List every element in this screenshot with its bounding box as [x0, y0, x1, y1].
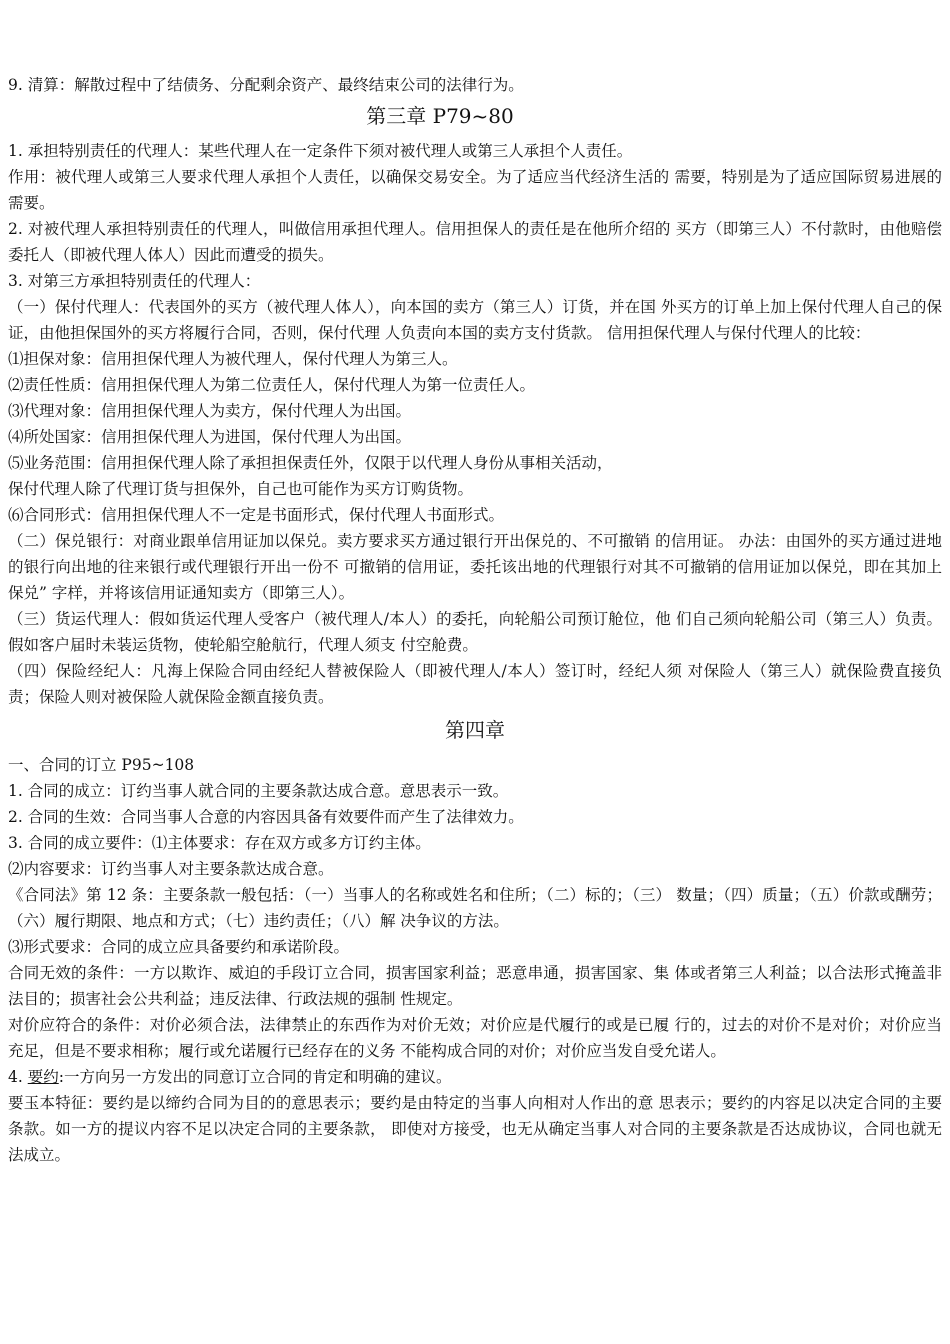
paragraph: 2. 对被代理人承担特别责任的代理人，叫做信用承担代理人。信用担保人的责任是在他所介绍的 买方（即第三人）不付款时，由他赔偿委托人（即被代理人体人）因此而遭受的损失。: [8, 220, 942, 264]
paragraph: 2. 合同的生效：合同当事人合意的内容因具备有效要件而产生了法律效力。: [8, 808, 524, 826]
offer-term: 要约: [27, 1068, 59, 1086]
paragraph: 3. 对第三方承担特别责任的代理人：: [8, 272, 261, 290]
list-item: ⑹合同形式：信用担保代理人不一定是书面形式，保付代理人书面形式。: [8, 506, 505, 524]
paragraph-offer-features: 要玉本特征：要约是以缔约合同为目的的意思表示；要约是由特定的当事人向相对人作出的意 思表示；要约的内容足以决定合同的主要条款。如一方的提议内容不足以决定合同的主要条款， 即使对方接受，也无从确定当事人对合同的主要条款是否达成协议，合同也就无法成立。: [8, 1094, 942, 1164]
document-page: [8, 72, 942, 1168]
paragraph: 合同无效的条件：一方以欺诈、威迫的手段订立合同，损害国家利益；恶意串通，损害国家、集 体或者第三人利益；以合法形式掩盖非法目的；损害社会公共利益；违反法律、行政法规的强制 性规定。: [8, 964, 942, 1008]
offer-definition: :一方向另一方发出的同意订立合同的肯定和明确的建议。: [58, 1068, 452, 1086]
list-item: ⑶代理对象：信用担保代理人为卖方，保付代理人为出国。: [8, 402, 412, 420]
paragraph: 对价应符合的条件：对价必须合法，法律禁止的东西作为对价无效；对价应是代履行的或是已履 行的，过去的对价不是对价；对价应当充足，但是不要求相称；履行或允诺履行已经存在的义务 不能构成合同的对价；对价应当发自受允诺人。: [8, 1016, 942, 1060]
list-item: ⑴担保对象：信用担保代理人为被代理人，保付代理人为第三人。: [8, 350, 458, 368]
paragraph: 1. 合同的成立：订约当事人就合同的主要条款达成合意。意思表示一致。: [8, 782, 509, 800]
paragraph-clearing: 9. 清算：解散过程中了结债务、分配剩余资产、最终结束公司的法律行为。: [8, 76, 524, 94]
paragraph: 3. 合同的成立要件：⑴主体要求：存在双方或多方订约主体。: [8, 834, 431, 852]
list-item: ⑸业务范围：信用担保代理人除了承担担保责任外，仅限于以代理人身份从事相关活动，: [8, 454, 613, 472]
section-heading: 一、合同的订立 P95~108: [8, 756, 195, 774]
list-item: ⑷所处国家：信用担保代理人为进国，保付代理人为出国。: [8, 428, 412, 446]
paragraph: 作用：被代理人或第三人要求代理人承担个人责任，以确保交易安全。为了适应当代经济生活的 需要，特别是为了适应国际贸易进展的需要。: [8, 168, 942, 212]
paragraph: （四）保险经纪人：凡海上保险合同由经纪人替被保险人（即被代理人/本人）签订时，经纪人须 对保险人（第三人）就保险费直接负责；保险人则对被保险人就保险金额直接负责。: [8, 662, 942, 706]
paragraph: （二）保兑银行：对商业跟单信用证加以保兑。卖方要求买方通过银行开出保兑的、不可撤销 的信用证。 办法：由国外的买方通过进地的银行向出地的往来银行或代理银行开出一份不 可撤销的信用证，委托该出地的代理银行对其不可撤销的信用证加以保兑，即在其加上保兑” 字样，并将该信用证通知卖方（即第三人）。: [8, 532, 942, 602]
paragraph: 《合同法》第 12 条：主要条款一般包括：（一）当事人的名称或姓名和住所；（二）标的；（三） 数量；（四）质量；（五）价款或酬劳；（六）履行期限、地点和方式；（七）违约责任；（八）解 决争议的方法。: [8, 886, 942, 930]
chapter-4-title: 第四章: [445, 718, 505, 742]
list-item: ⑵责任性质：信用担保代理人为第二位责任人，保付代理人为第一位责任人。: [8, 376, 536, 394]
chapter-3-title: 第三章 P79~80: [366, 104, 514, 128]
paragraph: （三）货运代理人：假如货运代理人受客户（被代理人/本人）的委托，向轮船公司预订舱位，他 们自己须向轮船公司（第三人）负责。假如客户届时未装运货物，使轮船空舱航行，代理人须支 付空舱费。: [8, 610, 942, 654]
paragraph: 保付代理人除了代理订货与担保外，自己也可能作为买方订购货物。: [8, 480, 474, 498]
offer-prefix: 4.: [8, 1068, 28, 1086]
paragraph: （一）保付代理人：代表国外的买方（被代理人体人），向本国的卖方（第三人）订货，并在国 外买方的订单上加上保付代理人自己的保证，由他担保国外的买方将履行合同，否则，保付代理 人负责向本国的卖方支付货款。 信用担保代理人与保付代理人的比较：: [8, 298, 942, 342]
paragraph-offer: [8, 1064, 942, 1090]
paragraph: ⑶形式要求：合同的成立应具备要约和承诺阶段。: [8, 938, 350, 956]
paragraph: ⑵内容要求：订约当事人对主要条款达成合意。: [8, 860, 334, 878]
paragraph: 1. 承担特别责任的代理人：某些代理人在一定条件下须对被代理人或第三人承担个人责任。: [8, 142, 633, 160]
